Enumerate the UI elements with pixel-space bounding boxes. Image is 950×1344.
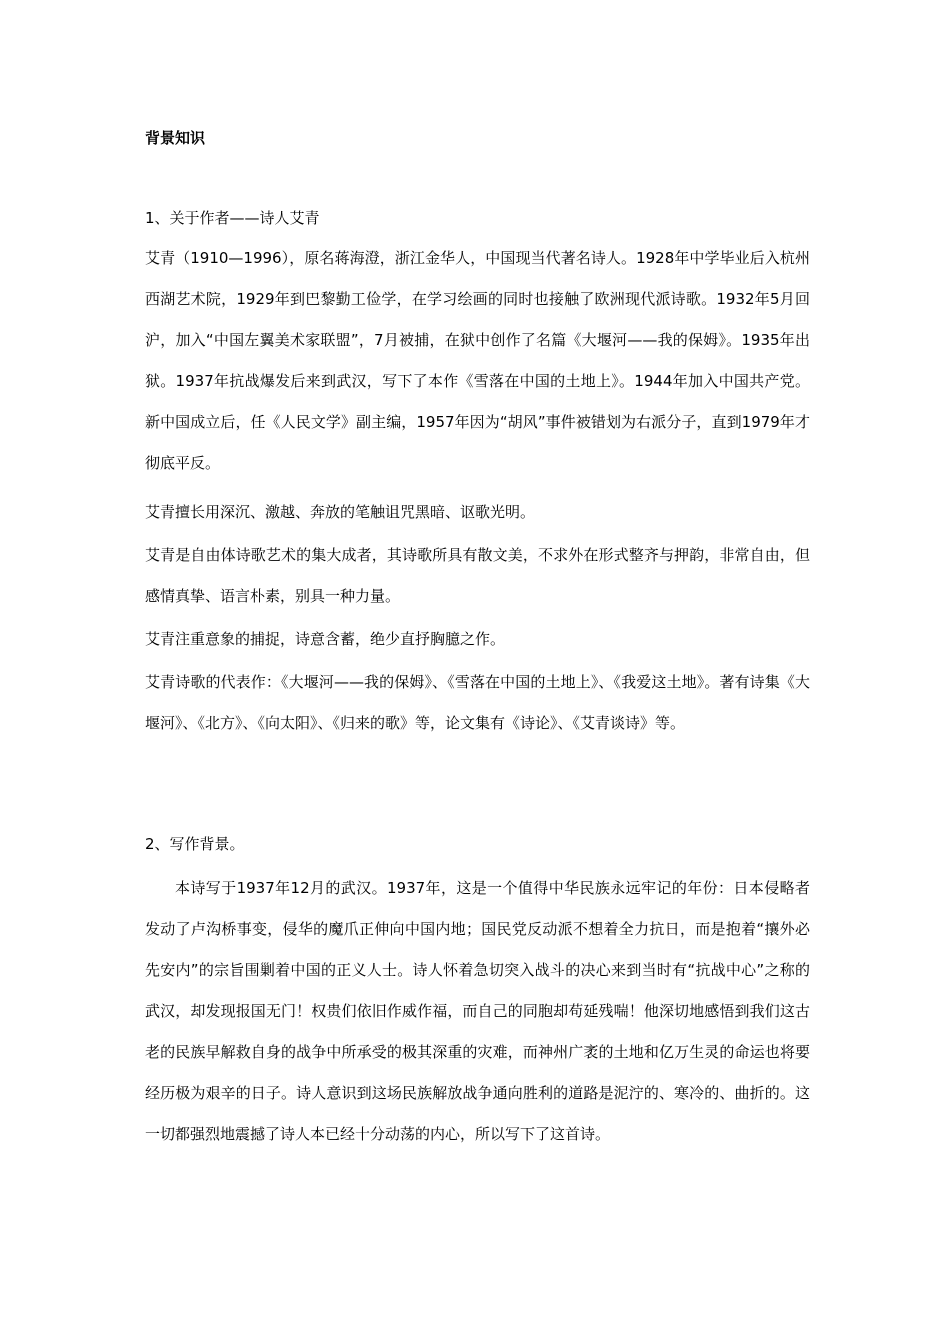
paragraph-author-works: 艾青诗歌的代表作：《大堰河——我的保姆》、《雪落在中国的土地上》、《我爱这土地》。著有诗集《大堰河》、《北方》、《向太阳》、《归来的歌》等，论文集有《诗论》、《艾青谈诗》等。 [145,673,810,732]
section-title-author: 1、关于作者——诗人艾青 [145,209,320,227]
document-heading: 背景知识 [145,129,206,147]
paragraph-author-imagery: 艾青注重意象的捕捉，诗意含蓄，绝少直抒胸臆之作。 [145,630,506,648]
paragraph-author-freeverse: 艾青是自由体诗歌艺术的集大成者，其诗歌所具有散文美，不求外在形式整齐与押韵，非常自由，但感情真挚、语言朴素，别具一种力量。 [145,546,810,605]
paragraph-author-bio: 艾青（1910—1996），原名蒋海澄，浙江金华人，中国现当代著名诗人。1928年中学毕业后入杭州西湖艺术院，1929年到巴黎勤工俭学，在学习绘画的同时也接触了欧洲现代派诗歌。1932年5月回沪，加入“中国左翼美术家联盟”，7月被捕，在狱中创作了名篇《大堰河——我的保姆》。1935年出狱。1937年抗战爆发后来到武汉，写下了本作《雪落在中国的土地上》。1944年加入中国共产党。新中国成立后，任《人民文学》副主编，1957年因为“胡风”事件被错划为右派分子，直到1979年才彻底平反。 [145,249,810,472]
section-title-background: 2、写作背景。 [145,835,245,853]
paragraph-author-style: 艾青擅长用深沉、激越、奔放的笔触诅咒黑暗、讴歌光明。 [145,503,536,521]
paragraph-background: 本诗写于1937年12月的武汉。1937年，这是一个值得中华民族永远牢记的年份：日本侵略者发动了卢沟桥事变，侵华的魔爪正伸向中国内地；国民党反动派不想着全力抗日，而是抱着“攘外必先安内”的宗旨围剿着中国的正义人士。诗人怀着急切突入战斗的决心来到当时有“抗战中心”之称的武汉，却发现报国无门！权贵们依旧作威作福，而自己的同胞却苟延残喘！他深切地感悟到我们这古老的民族早解救自身的战争中所承受的极其深重的灾难，而神州广袤的土地和亿万生灵的命运也将要经历极为艰辛的日子。诗人意识到这场民族解放战争通向胜利的道路是泥泞的、寒冷的、曲折的。这一切都强烈地震撼了诗人本已经十分动荡的内心，所以写下了这首诗。 [145,879,810,1143]
